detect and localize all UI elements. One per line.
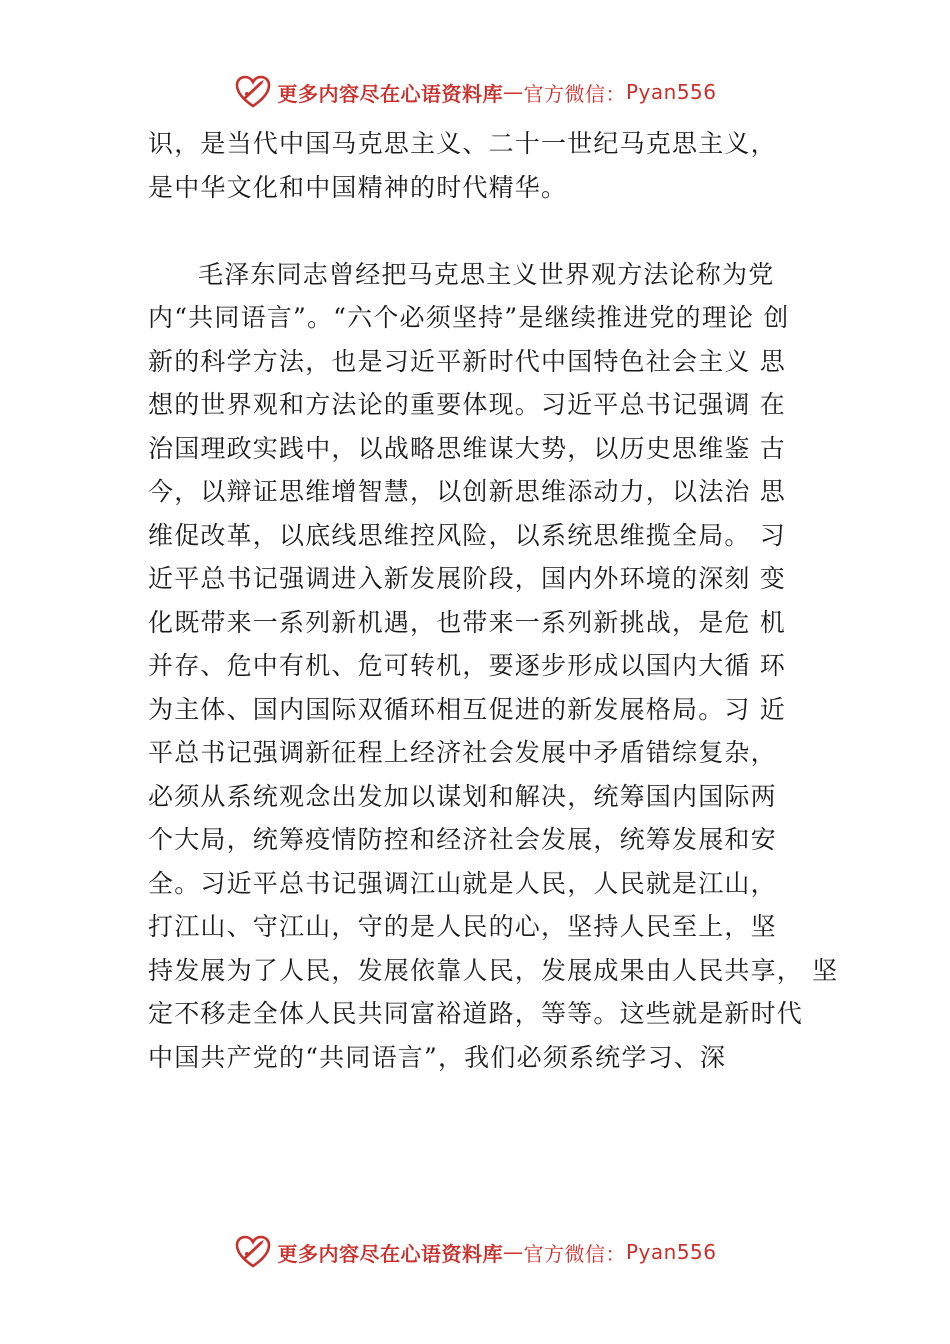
watermark-wechat-id: Pyan556	[625, 80, 717, 104]
text-line: 个大局，统筹疫情防控和经济社会发展，统筹发展和安	[148, 825, 777, 854]
text-line: 想的世界观和方法论的重要体现。习近平总书记强调 在	[148, 390, 786, 419]
text-line: 定不移走全体人民共同富裕道路，等等。这些就是新时代	[148, 999, 804, 1028]
watermark-header	[0, 70, 950, 114]
watermark-separator: —	[502, 80, 524, 104]
text-line: 平总书记强调新征程上经济社会发展中矛盾错综复杂，	[148, 738, 777, 767]
text-line: 化既带来一系列新机遇，也带来一系列新挑战，是危 机	[148, 607, 786, 637]
heart-pen-logo-icon	[233, 72, 273, 112]
text-line: 全。习近平总书记强调江山就是人民，人民就是江山，	[148, 868, 777, 898]
text-line: 维促改革，以底线思维控风险，以系统思维揽全局。 习	[148, 520, 786, 550]
text-line: 今，以辩证思维增智慧，以创新思维添动力，以法治 思	[148, 477, 786, 506]
text-line: 识，是当代中国马克思主义、二十一世纪马克思主义，	[148, 129, 777, 158]
text-line: 中国共产党的“共同语言”，我们必须系统学习、深	[148, 1042, 727, 1072]
watermark-main: 更多内容尽在心语资料库	[277, 81, 503, 106]
watermark-separator: —	[502, 1240, 524, 1264]
text-line: 毛泽东同志曾经把马克思主义世界观方法论称为党	[198, 259, 775, 289]
watermark-wechat-id: Pyan556	[625, 1240, 717, 1264]
watermark-main: 更多内容尽在心语资料库	[277, 1241, 503, 1266]
watermark-footer	[0, 1230, 950, 1274]
text-line: 打江山、守江山，守的是人民的心，坚持人民至上，坚	[148, 912, 777, 941]
watermark-wechat-label: 官方微信：	[523, 1241, 626, 1266]
document-body	[148, 122, 838, 1079]
text-line: 是中华文化和中国精神的时代精华。	[148, 172, 568, 202]
text-line: 内“共同语言”。“六个必须坚持”是继续推进党的理论 创	[148, 303, 790, 332]
watermark-text	[277, 78, 716, 107]
text-line: 新的科学方法，也是习近平新时代中国特色社会主义 思	[148, 346, 786, 376]
text-line: 为主体、国内国际双循环相互促进的新发展格局。习 近	[148, 694, 786, 724]
paragraph-gap	[148, 209, 838, 253]
text-line: 必须从系统观念出发加以谋划和解决，统筹国内国际两	[148, 781, 777, 811]
heart-pen-logo-icon	[233, 1232, 273, 1272]
text-line: 持发展为了人民，发展依靠人民，发展成果由人民共享， 坚	[148, 955, 839, 985]
text-line: 近平总书记强调进入新发展阶段，国内外环境的深刻 变	[148, 564, 786, 593]
watermark-text	[277, 1238, 716, 1267]
text-line: 治国理政实践中，以战略思维谋大势，以历史思维鉴 古	[148, 433, 786, 463]
watermark-wechat-label: 官方微信：	[523, 81, 626, 106]
text-line: 并存、危中有机、危可转机，要逐步形成以国内大循 环	[148, 651, 786, 680]
